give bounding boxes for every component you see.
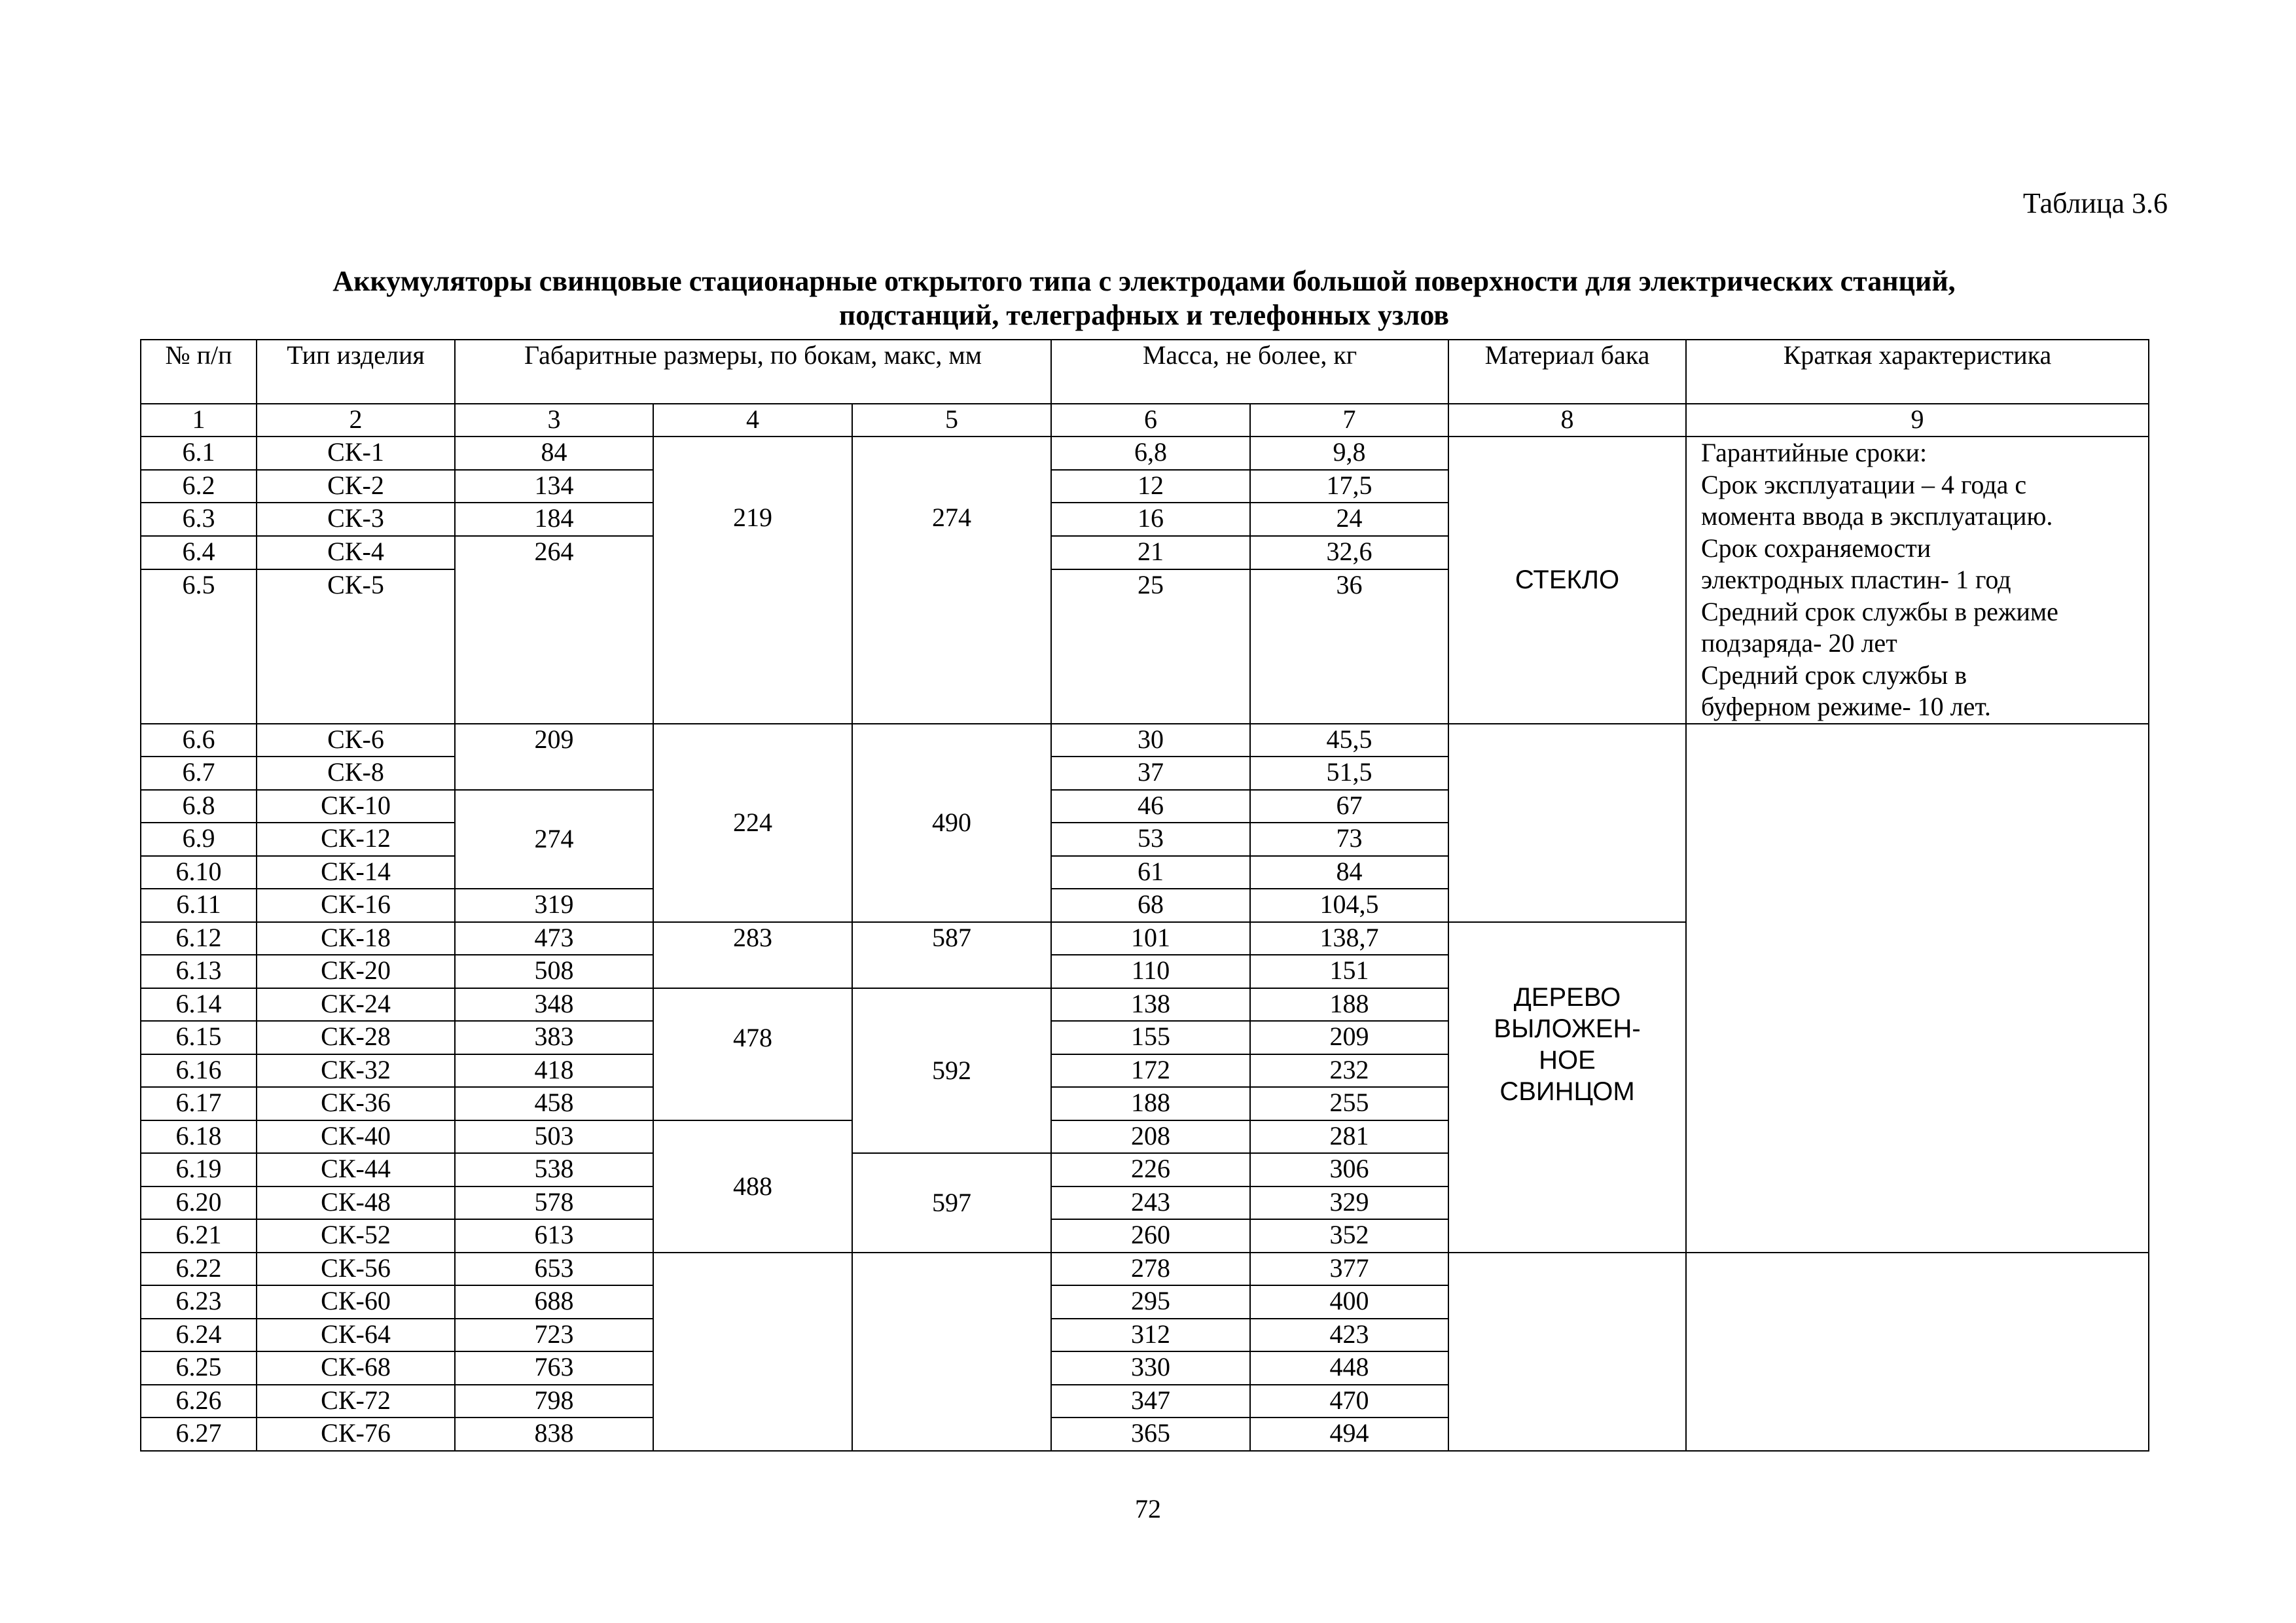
row-dim3: 209 xyxy=(455,724,653,790)
row-type: СК-4 xyxy=(257,536,455,569)
row-mass6: 330 xyxy=(1051,1351,1250,1385)
row-num: 6.17 xyxy=(141,1087,257,1120)
row-num: 6.1 xyxy=(141,437,257,470)
row-mass7: 494 xyxy=(1250,1418,1448,1451)
characteristic-line: Срок сохраняемости xyxy=(1701,533,1931,563)
row-mass7: 423 xyxy=(1250,1319,1448,1352)
row-dim3: 348 xyxy=(455,988,653,1022)
row-type: СК-12 xyxy=(257,823,455,856)
row-mass7: 138,7 xyxy=(1250,922,1448,955)
row-num: 6.4 xyxy=(141,536,257,569)
row-mass7: 470 xyxy=(1250,1385,1448,1418)
row-mass6: 46 xyxy=(1051,790,1250,823)
row-num: 6.21 xyxy=(141,1219,257,1253)
row-mass6: 138 xyxy=(1051,988,1250,1022)
row-num: 6.6 xyxy=(141,724,257,757)
row-mass7: 281 xyxy=(1250,1120,1448,1154)
header-dims: Габаритные размеры, по бокам, макс, мм xyxy=(455,340,1051,404)
row-mass6: 278 xyxy=(1051,1253,1250,1286)
col-number: 9 xyxy=(1686,404,2149,437)
row-num: 6.15 xyxy=(141,1021,257,1054)
row-dim3: 134 xyxy=(455,470,653,503)
row-num: 6.8 xyxy=(141,790,257,823)
row-dim3: 319 xyxy=(455,889,653,922)
row-type: СК-48 xyxy=(257,1186,455,1220)
header-material: Материал бака xyxy=(1448,340,1686,404)
table-row xyxy=(141,437,2149,470)
row-dim3: 688 xyxy=(455,1285,653,1319)
row-type: СК-28 xyxy=(257,1021,455,1054)
dim5-group-e: 597 xyxy=(852,1153,1051,1253)
row-mass7: 36 xyxy=(1250,569,1448,724)
characteristic-empty xyxy=(1686,724,2149,1253)
row-mass7: 67 xyxy=(1250,790,1448,823)
row-mass6: 6,8 xyxy=(1051,437,1250,470)
row-num: 6.26 xyxy=(141,1385,257,1418)
characteristic-empty xyxy=(1686,1253,2149,1451)
row-mass6: 12 xyxy=(1051,470,1250,503)
col-number: 7 xyxy=(1250,404,1448,437)
dim4-group-c: 283 xyxy=(653,922,852,988)
row-dim3: 264 xyxy=(455,536,653,724)
material-glass: СТЕКЛО xyxy=(1448,437,1686,724)
dim4-group-d: 478 xyxy=(653,988,852,1120)
row-mass6: 53 xyxy=(1051,823,1250,856)
col-number: 5 xyxy=(852,404,1051,437)
row-dim3: 84 xyxy=(455,437,653,470)
row-type: СК-20 xyxy=(257,955,455,988)
row-num: 6.16 xyxy=(141,1054,257,1088)
row-mass6: 68 xyxy=(1051,889,1250,922)
row-mass7: 232 xyxy=(1250,1054,1448,1088)
row-mass7: 151 xyxy=(1250,955,1448,988)
row-type: СК-6 xyxy=(257,724,455,757)
row-type: СК-3 xyxy=(257,503,455,536)
row-mass6: 110 xyxy=(1051,955,1250,988)
row-dim3: 653 xyxy=(455,1253,653,1286)
table-row xyxy=(141,724,2149,757)
row-type: СК-72 xyxy=(257,1385,455,1418)
row-mass7: 209 xyxy=(1250,1021,1448,1054)
row-type: СК-44 xyxy=(257,1153,455,1186)
characteristic-line: Срок эксплуатации – 4 года с xyxy=(1701,469,2027,499)
header-characteristic: Краткая характеристика xyxy=(1686,340,2149,404)
characteristic-line: Гарантийные сроки: xyxy=(1701,438,1928,467)
row-mass7: 400 xyxy=(1250,1285,1448,1319)
row-mass6: 260 xyxy=(1051,1219,1250,1253)
row-num: 6.5 xyxy=(141,569,257,724)
row-mass6: 295 xyxy=(1051,1285,1250,1319)
row-mass7: 45,5 xyxy=(1250,724,1448,757)
col-number: 6 xyxy=(1051,404,1250,437)
dim5-group-c: 587 xyxy=(852,922,1051,988)
row-mass7: 32,6 xyxy=(1250,536,1448,569)
row-mass7: 84 xyxy=(1250,856,1448,889)
characteristic-line: электродных пластин- 1 год xyxy=(1701,565,2011,594)
characteristic-cell xyxy=(1686,437,2149,724)
col-number: 3 xyxy=(455,404,653,437)
row-num: 6.19 xyxy=(141,1153,257,1186)
battery-table xyxy=(140,339,2149,1452)
characteristic-line: подзаряда- 20 лет xyxy=(1701,628,1897,658)
col-number: 8 xyxy=(1448,404,1686,437)
row-mass6: 21 xyxy=(1051,536,1250,569)
dim5-empty xyxy=(852,1253,1051,1451)
characteristic-line: Средний срок службы в режиме xyxy=(1701,596,2058,626)
row-num: 6.12 xyxy=(141,922,257,955)
row-dim3: 538 xyxy=(455,1153,653,1186)
row-type: СК-56 xyxy=(257,1253,455,1286)
header-type: Тип изделия xyxy=(257,340,455,404)
row-mass6: 312 xyxy=(1051,1319,1250,1352)
row-mass7: 306 xyxy=(1250,1153,1448,1186)
row-dim3: 723 xyxy=(455,1319,653,1352)
row-mass6: 16 xyxy=(1051,503,1250,536)
row-mass6: 101 xyxy=(1051,922,1250,955)
col-number: 2 xyxy=(257,404,455,437)
row-dim3: 383 xyxy=(455,1021,653,1054)
row-mass6: 37 xyxy=(1051,757,1250,790)
row-mass7: 352 xyxy=(1250,1219,1448,1253)
row-type: СК-36 xyxy=(257,1087,455,1120)
row-dim3: 458 xyxy=(455,1087,653,1120)
row-dim3: 838 xyxy=(455,1418,653,1451)
dim5-group-b: 490 xyxy=(852,724,1051,922)
row-type: СК-5 xyxy=(257,569,455,724)
material-line: НОЕ xyxy=(1539,1045,1596,1075)
row-dim3: 763 xyxy=(455,1351,653,1385)
row-num: 6.23 xyxy=(141,1285,257,1319)
row-num: 6.22 xyxy=(141,1253,257,1286)
header-row xyxy=(141,340,2149,404)
row-dim3: 473 xyxy=(455,922,653,955)
row-mass7: 188 xyxy=(1250,988,1448,1022)
row-type: СК-1 xyxy=(257,437,455,470)
row-num: 6.14 xyxy=(141,988,257,1022)
characteristic-line: момента ввода в эксплуатацию. xyxy=(1701,501,2053,531)
material-line: СВИНЦОМ xyxy=(1499,1077,1635,1106)
row-type: СК-8 xyxy=(257,757,455,790)
col-number: 4 xyxy=(653,404,852,437)
material-line: ВЫЛОЖЕН- xyxy=(1494,1014,1641,1043)
row-mass6: 25 xyxy=(1051,569,1250,724)
row-type: СК-76 xyxy=(257,1418,455,1451)
row-mass6: 243 xyxy=(1051,1186,1250,1220)
table-label: Таблица 3.6 xyxy=(2022,187,2168,219)
material-empty xyxy=(1448,724,1686,922)
row-type: СК-24 xyxy=(257,988,455,1022)
dim5-group-d: 592 xyxy=(852,988,1051,1154)
row-type: СК-18 xyxy=(257,922,455,955)
row-mass7: 17,5 xyxy=(1250,470,1448,503)
row-num: 6.20 xyxy=(141,1186,257,1220)
row-num: 6.18 xyxy=(141,1120,257,1154)
row-type: СК-40 xyxy=(257,1120,455,1154)
row-num: 6.9 xyxy=(141,823,257,856)
row-dim3: 418 xyxy=(455,1054,653,1088)
dim4-group-b: 224 xyxy=(653,724,852,922)
row-num: 6.11 xyxy=(141,889,257,922)
row-type: СК-32 xyxy=(257,1054,455,1088)
row-type: СК-2 xyxy=(257,470,455,503)
row-mass6: 365 xyxy=(1051,1418,1250,1451)
row-num: 6.25 xyxy=(141,1351,257,1385)
dim4-group-a: 219 xyxy=(653,437,852,724)
row-num: 6.3 xyxy=(141,503,257,536)
page-number: 72 xyxy=(1135,1494,1161,1524)
row-mass6: 347 xyxy=(1051,1385,1250,1418)
row-type: СК-16 xyxy=(257,889,455,922)
row-mass7: 329 xyxy=(1250,1186,1448,1220)
row-type: СК-60 xyxy=(257,1285,455,1319)
material-line: ДЕРЕВО xyxy=(1513,982,1621,1012)
dim4-group-e: 488 xyxy=(653,1120,852,1253)
material-wood-lead xyxy=(1448,922,1686,1253)
row-mass6: 172 xyxy=(1051,1054,1250,1088)
row-num: 6.27 xyxy=(141,1418,257,1451)
row-dim3: 184 xyxy=(455,503,653,536)
row-dim3: 508 xyxy=(455,955,653,988)
characteristic-line: буферном режиме- 10 лет. xyxy=(1701,692,1991,721)
row-type: СК-64 xyxy=(257,1319,455,1352)
row-dim3: 613 xyxy=(455,1219,653,1253)
header-num: № п/п xyxy=(141,340,257,404)
header-mass: Масса, не более, кг xyxy=(1051,340,1448,404)
title-line-2: подстанций, телеграфных и телефонных узлов xyxy=(838,299,1450,331)
characteristic-line: Средний срок службы в xyxy=(1701,660,1967,690)
col-number: 1 xyxy=(141,404,257,437)
row-type: СК-10 xyxy=(257,790,455,823)
row-mass6: 30 xyxy=(1051,724,1250,757)
title-line-1: Аккумуляторы свинцовые стационарные открытого типа с электродами большой поверхности для электрических станций, xyxy=(332,265,1956,297)
row-mass7: 104,5 xyxy=(1250,889,1448,922)
row-mass7: 73 xyxy=(1250,823,1448,856)
row-type: СК-52 xyxy=(257,1219,455,1253)
row-dim3: 798 xyxy=(455,1385,653,1418)
row-mass7: 51,5 xyxy=(1250,757,1448,790)
row-dim3: 578 xyxy=(455,1186,653,1220)
document-title xyxy=(140,264,2148,332)
row-mass7: 9,8 xyxy=(1250,437,1448,470)
row-type: СК-14 xyxy=(257,856,455,889)
row-mass7: 255 xyxy=(1250,1087,1448,1120)
row-num: 6.2 xyxy=(141,470,257,503)
row-num: 6.24 xyxy=(141,1319,257,1352)
row-num: 6.7 xyxy=(141,757,257,790)
row-mass6: 208 xyxy=(1051,1120,1250,1154)
row-mass7: 24 xyxy=(1250,503,1448,536)
table-row xyxy=(141,1253,2149,1286)
row-num: 6.10 xyxy=(141,856,257,889)
column-number-row xyxy=(141,404,2149,437)
row-type: СК-68 xyxy=(257,1351,455,1385)
row-mass6: 155 xyxy=(1051,1021,1250,1054)
row-mass6: 226 xyxy=(1051,1153,1250,1186)
row-mass7: 377 xyxy=(1250,1253,1448,1286)
row-dim3: 274 xyxy=(455,790,653,889)
row-dim3: 503 xyxy=(455,1120,653,1154)
dim4-empty xyxy=(653,1253,852,1451)
row-num: 6.13 xyxy=(141,955,257,988)
row-mass6: 188 xyxy=(1051,1087,1250,1120)
row-mass7: 448 xyxy=(1250,1351,1448,1385)
dim5-group-a: 274 xyxy=(852,437,1051,724)
material-empty xyxy=(1448,1253,1686,1451)
row-mass6: 61 xyxy=(1051,856,1250,889)
